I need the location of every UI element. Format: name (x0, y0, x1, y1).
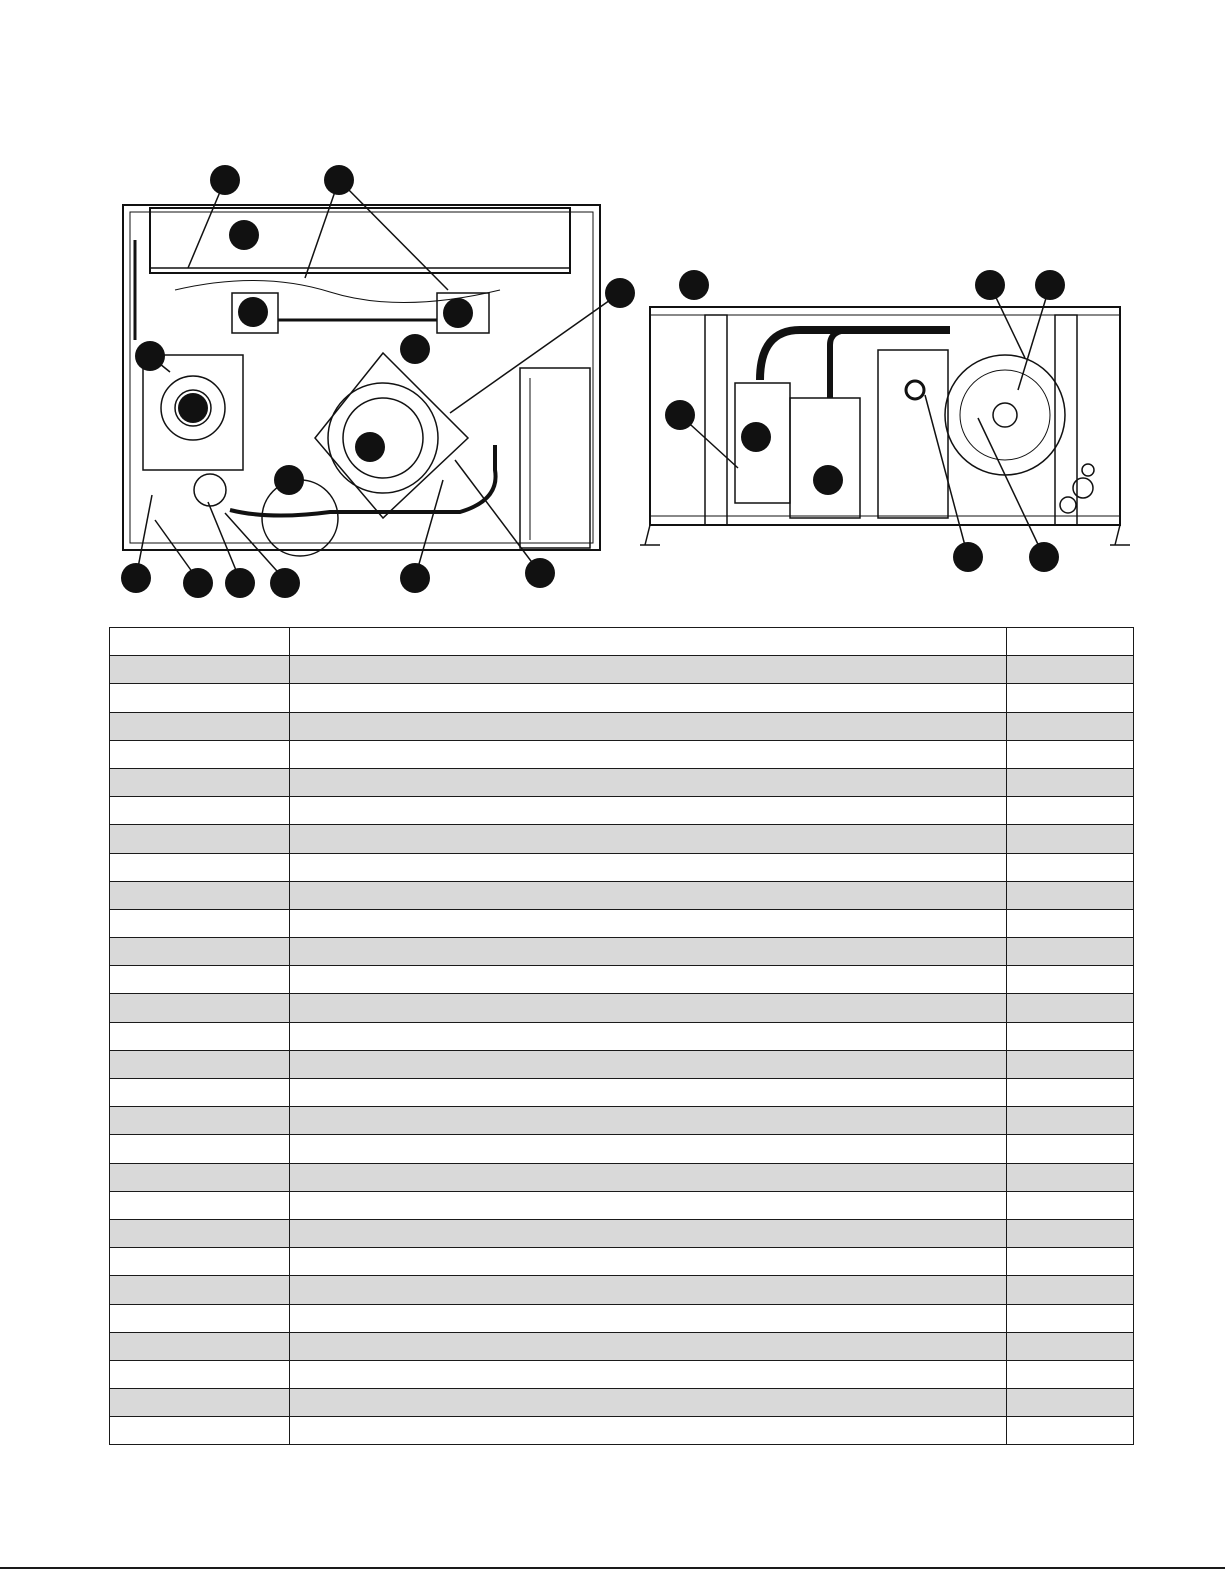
table-row (110, 1191, 1134, 1219)
table-cell (290, 1417, 1007, 1445)
front-view (640, 307, 1130, 545)
callout-marker (1029, 542, 1059, 572)
table-cell (110, 1022, 290, 1050)
table-row (110, 768, 1134, 796)
table-cell (110, 1304, 290, 1332)
callout-marker (225, 568, 255, 598)
table-row (110, 684, 1134, 712)
callout-marker (975, 270, 1005, 300)
callout-marker (813, 465, 843, 495)
table-row (110, 1248, 1134, 1276)
callout-marker (270, 568, 300, 598)
table-cell (110, 881, 290, 909)
table-cell (110, 684, 290, 712)
table-cell (290, 1276, 1007, 1304)
table-cell (290, 1079, 1007, 1107)
table-cell (1007, 881, 1134, 909)
table-row (110, 797, 1134, 825)
table-cell (290, 1219, 1007, 1247)
table-cell (1007, 768, 1134, 796)
table-cell (290, 1304, 1007, 1332)
table-cell (1007, 853, 1134, 881)
table-cell (290, 684, 1007, 712)
table-cell (1007, 1304, 1134, 1332)
table-cell (1007, 1360, 1134, 1388)
table-row (110, 938, 1134, 966)
table-row (110, 1360, 1134, 1388)
table-cell (110, 656, 290, 684)
table-cell (290, 1050, 1007, 1078)
table-cell (1007, 1417, 1134, 1445)
table-cell (290, 825, 1007, 853)
callout-marker (178, 393, 208, 423)
table-cell (1007, 628, 1134, 656)
table-row (110, 1135, 1134, 1163)
table-cell (110, 1248, 290, 1276)
callout-marker (183, 568, 213, 598)
table-row (110, 628, 1134, 656)
table-row (110, 853, 1134, 881)
table-cell (290, 938, 1007, 966)
table-cell (110, 1163, 290, 1191)
table-row (110, 656, 1134, 684)
table-cell (290, 1191, 1007, 1219)
table-cell (1007, 994, 1134, 1022)
table-cell (290, 1248, 1007, 1276)
table-cell (290, 740, 1007, 768)
table-cell (110, 994, 290, 1022)
table-cell (290, 881, 1007, 909)
table-cell (290, 656, 1007, 684)
table-row (110, 825, 1134, 853)
table-row (110, 1050, 1134, 1078)
table-cell (290, 994, 1007, 1022)
table-cell (1007, 1135, 1134, 1163)
table-cell (110, 938, 290, 966)
table-row (110, 1022, 1134, 1050)
table-cell (110, 853, 290, 881)
table-row (110, 1332, 1134, 1360)
callout-marker (1035, 270, 1065, 300)
callout-marker (135, 341, 165, 371)
table-cell (1007, 1248, 1134, 1276)
table-row (110, 1163, 1134, 1191)
table-cell (110, 825, 290, 853)
table-cell (1007, 1276, 1134, 1304)
table-cell (110, 797, 290, 825)
table-cell (1007, 966, 1134, 994)
table-cell (290, 1022, 1007, 1050)
top-view (123, 205, 600, 556)
table-cell (290, 768, 1007, 796)
table-cell (290, 1360, 1007, 1388)
callout-marker (274, 465, 304, 495)
table-row (110, 1304, 1134, 1332)
table-cell (1007, 1022, 1134, 1050)
table-cell (1007, 1163, 1134, 1191)
table-cell (1007, 684, 1134, 712)
table-row (110, 1389, 1134, 1417)
parts-table-wrap (109, 627, 1133, 1445)
table-cell (290, 1107, 1007, 1135)
table-cell (110, 1135, 290, 1163)
table-cell (1007, 1332, 1134, 1360)
table-cell (1007, 938, 1134, 966)
table-cell (110, 712, 290, 740)
table-cell (1007, 1389, 1134, 1417)
callout-marker (525, 558, 555, 588)
table-cell (110, 966, 290, 994)
table-cell (110, 1417, 290, 1445)
callout-marker (238, 297, 268, 327)
table-cell (110, 768, 290, 796)
table-row (110, 1276, 1134, 1304)
table-cell (110, 909, 290, 937)
callout-marker (741, 422, 771, 452)
callout-marker (400, 334, 430, 364)
callout-marker (400, 563, 430, 593)
table-row (110, 712, 1134, 740)
table-cell (1007, 825, 1134, 853)
callout-marker (665, 400, 695, 430)
table-cell (290, 797, 1007, 825)
callout-marker (121, 563, 151, 593)
table-cell (1007, 1050, 1134, 1078)
table-cell (1007, 1107, 1134, 1135)
table-cell (1007, 1079, 1134, 1107)
table-cell (110, 1219, 290, 1247)
callout-marker (679, 270, 709, 300)
callout-marker (953, 542, 983, 572)
table-cell (1007, 1219, 1134, 1247)
table-cell (290, 1389, 1007, 1417)
callout-marker (605, 278, 635, 308)
table-cell (290, 1135, 1007, 1163)
table-row (110, 994, 1134, 1022)
table-cell (1007, 797, 1134, 825)
table-row (110, 1107, 1134, 1135)
callout-marker (229, 220, 259, 250)
table-cell (290, 966, 1007, 994)
table-cell (1007, 740, 1134, 768)
table-row (110, 909, 1134, 937)
callout-marker (443, 298, 473, 328)
table-cell (110, 628, 290, 656)
parts-table (109, 627, 1134, 1445)
table-cell (110, 1276, 290, 1304)
parts-table-body (110, 628, 1134, 1445)
table-cell (290, 909, 1007, 937)
table-cell (1007, 656, 1134, 684)
table-cell (110, 1050, 290, 1078)
table-row (110, 1079, 1134, 1107)
table-cell (110, 1079, 290, 1107)
table-cell (290, 1332, 1007, 1360)
callout-marker (210, 165, 240, 195)
callout-marker (355, 432, 385, 462)
callout-marker (324, 165, 354, 195)
table-cell (110, 1191, 290, 1219)
table-cell (290, 712, 1007, 740)
table-cell (110, 1389, 290, 1417)
table-cell (1007, 712, 1134, 740)
footer-rule (0, 1567, 1225, 1569)
table-cell (1007, 909, 1134, 937)
table-row (110, 1219, 1134, 1247)
table-cell (290, 628, 1007, 656)
table-row (110, 1417, 1134, 1445)
table-cell (110, 1107, 290, 1135)
table-row (110, 881, 1134, 909)
table-row (110, 966, 1134, 994)
table-cell (290, 853, 1007, 881)
table-cell (110, 1360, 290, 1388)
table-cell (110, 740, 290, 768)
unit-illustration (0, 0, 1225, 610)
table-row (110, 740, 1134, 768)
table-cell (1007, 1191, 1134, 1219)
table-cell (110, 1332, 290, 1360)
table-cell (290, 1163, 1007, 1191)
